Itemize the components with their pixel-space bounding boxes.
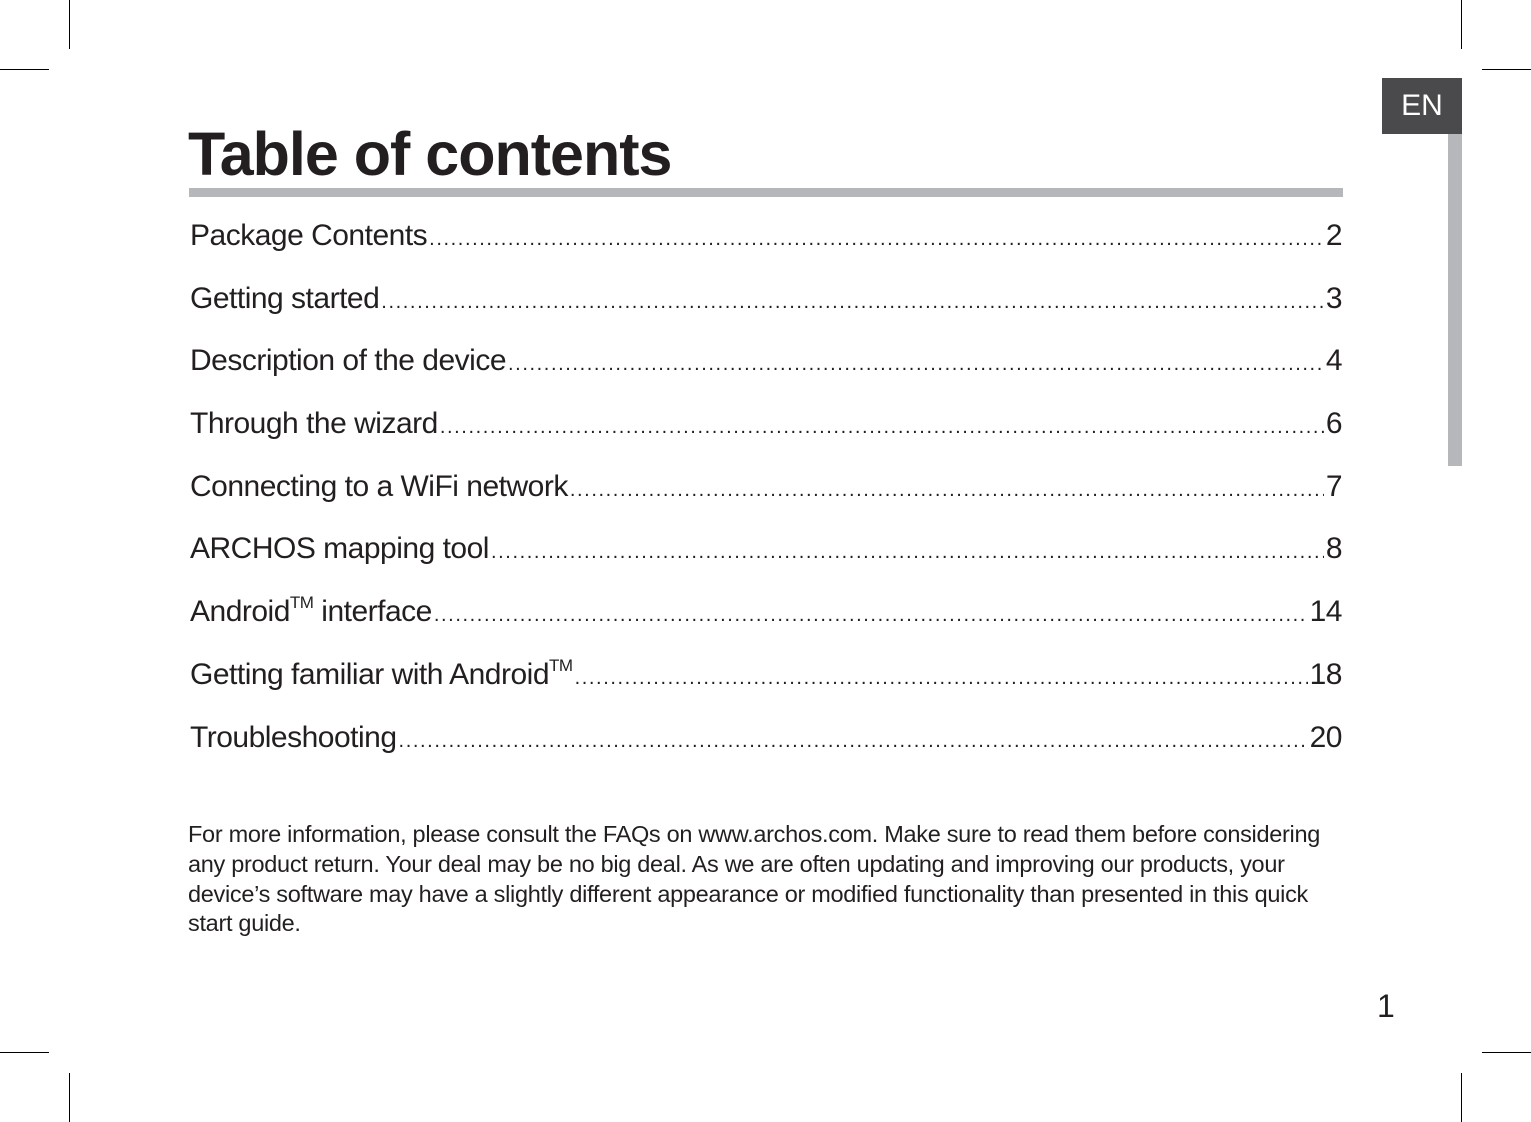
- toc-page-number: 8: [1325, 532, 1342, 566]
- toc-leader-dots: [440, 401, 1324, 453]
- crop-mark-top-left-vertical: [69, 0, 70, 49]
- crop-mark-top-right-horizontal: [1482, 69, 1531, 70]
- toc-page-number: 6: [1325, 407, 1342, 441]
- toc-label: Package Contents: [190, 219, 428, 252]
- toc-page-number: 18: [1309, 657, 1342, 691]
- toc-label: Troubleshooting: [190, 720, 397, 754]
- toc-entry-package-contents[interactable]: [190, 210, 1342, 273]
- toc-leader-dots: [429, 213, 1324, 265]
- toc-leader-dots: [434, 589, 1308, 641]
- toc-label: Description of the device: [190, 344, 507, 378]
- trademark-superscript: TM: [289, 593, 314, 613]
- toc-label: ARCHOS mapping tool: [190, 532, 489, 566]
- toc-page-number: 7: [1325, 469, 1342, 503]
- page-title: Table of contents: [188, 120, 672, 188]
- toc-page-number: 3: [1325, 281, 1342, 315]
- crop-mark-bottom-right-vertical: [1461, 1073, 1462, 1122]
- toc-entry-getting-started[interactable]: [190, 273, 1342, 336]
- toc-label: Getting started: [190, 281, 380, 315]
- toc-leader-dots: [381, 276, 1324, 328]
- language-tab: EN: [1382, 78, 1462, 134]
- crop-mark-bottom-left-vertical: [69, 1073, 70, 1122]
- toc-leader-dots: [570, 464, 1324, 516]
- crop-mark-bottom-right-horizontal: [1482, 1052, 1531, 1053]
- toc-entry-android-interface[interactable]: [190, 586, 1342, 649]
- toc-label: Through the wizard: [190, 407, 438, 441]
- toc-page-number: 14: [1309, 595, 1342, 629]
- toc-entry-connecting-to-wifi[interactable]: [190, 461, 1342, 524]
- crop-mark-bottom-left-horizontal: [0, 1052, 49, 1053]
- toc-label: Getting familiar with Android™: [190, 655, 573, 691]
- toc-page-number: 20: [1309, 720, 1342, 754]
- toc-entry-archos-mapping-tool[interactable]: [190, 523, 1342, 586]
- toc-entry-description-of-the-device[interactable]: [190, 335, 1342, 398]
- trademark-superscript: TM: [549, 655, 573, 675]
- toc-entry-troubleshooting[interactable]: [190, 712, 1342, 775]
- toc-entry-through-the-wizard[interactable]: [190, 398, 1342, 461]
- toc-page-number: 4: [1325, 344, 1342, 378]
- toc-label: Connecting to a WiFi network: [190, 469, 568, 503]
- toc-label: Android™ interface: [190, 593, 432, 629]
- toc-leader-dots: [508, 338, 1324, 390]
- toc-list: [190, 210, 1342, 774]
- title-underline: [189, 188, 1343, 197]
- info-note: For more information, please consult the FAQs on www.archos.com. Make sure to read them before considering any product return. Your deal may be no big deal. As we are often updating and improving our products, your device’s software may have a slightly different appearance or modified functionality than presented in this quick start guide.: [188, 821, 1320, 937]
- toc-leader-dots: [399, 715, 1308, 767]
- page-number: 1: [1377, 988, 1395, 1024]
- crop-mark-top-left-horizontal: [0, 69, 49, 70]
- toc-entry-getting-familiar-with-android[interactable]: [190, 649, 1342, 712]
- crop-mark-top-right-vertical: [1461, 0, 1462, 49]
- toc-leader-dots: [575, 652, 1308, 704]
- language-tab-bar: [1448, 134, 1462, 466]
- toc-leader-dots: [491, 526, 1324, 578]
- toc-page-number: 2: [1325, 219, 1342, 252]
